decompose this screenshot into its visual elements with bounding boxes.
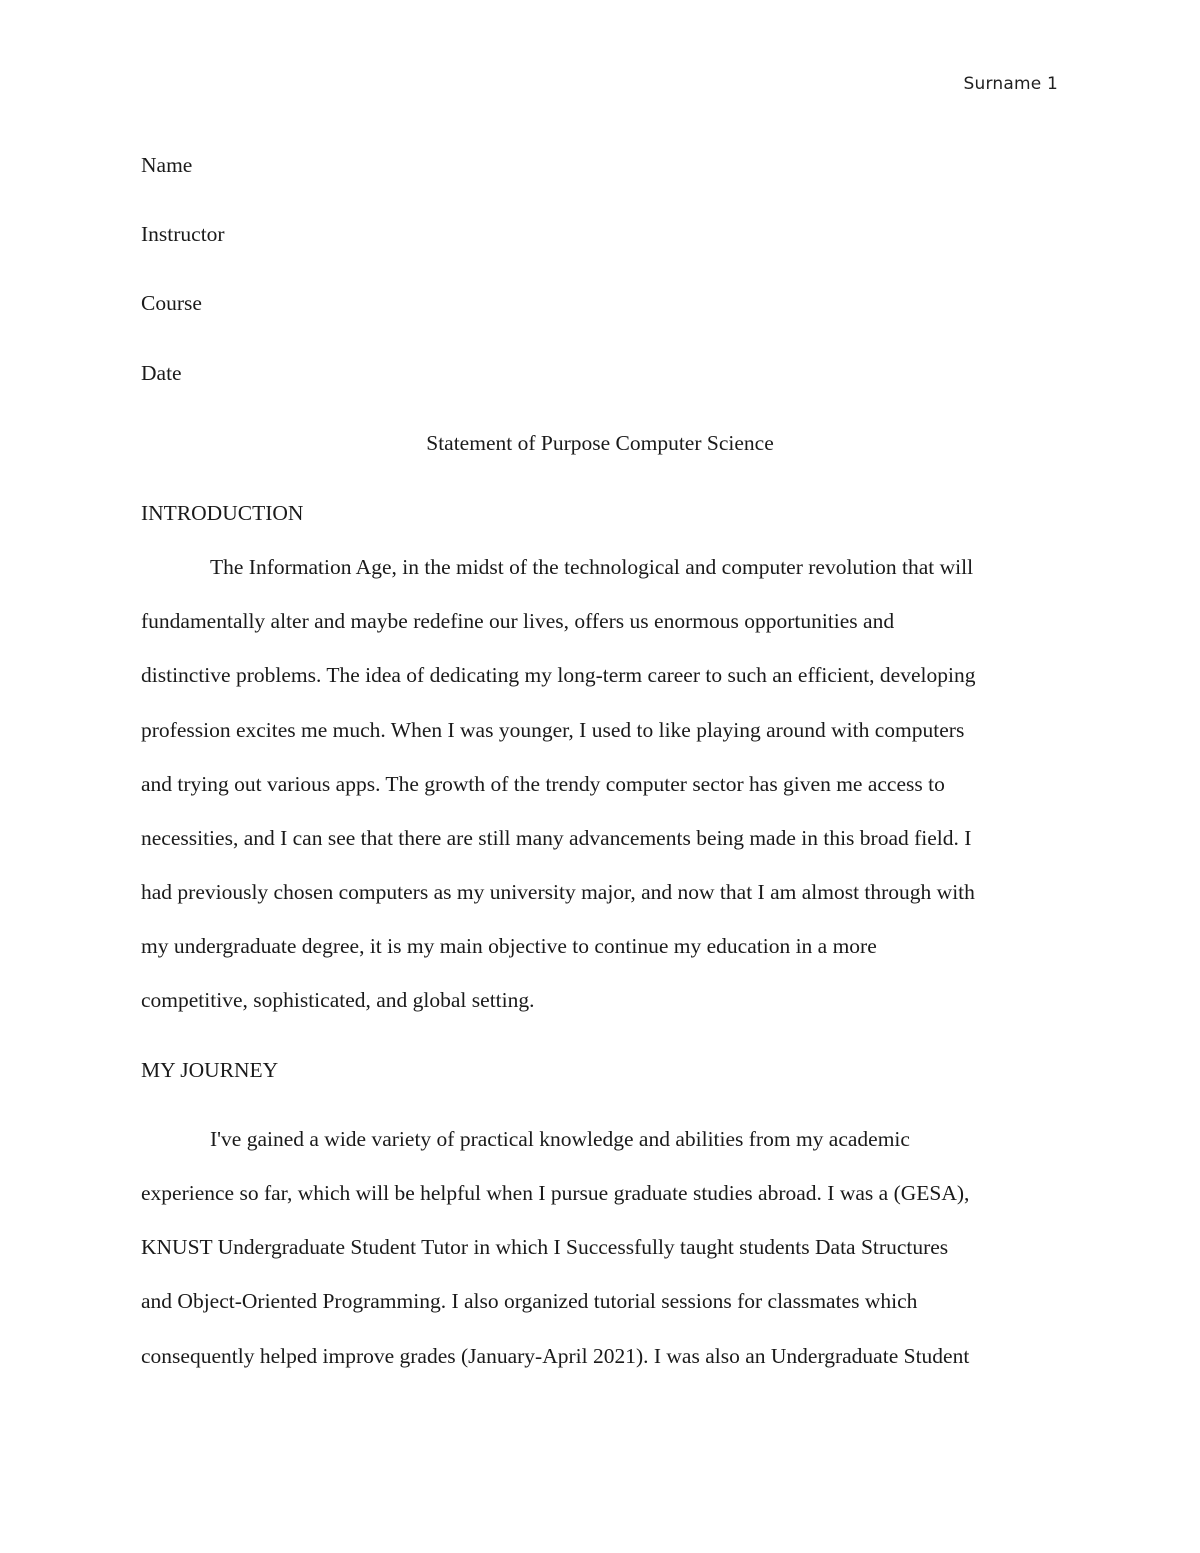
document-title-row — [141, 416, 1059, 486]
paragraph-line: competitive, sophisticated, and global setting. — [141, 988, 535, 1013]
paragraph-line: distinctive problems. The idea of dedicating my long-term career to such an efficient, developing — [141, 663, 976, 688]
header-name: Name — [141, 153, 193, 177]
paragraph-line: profession excites me much. When I was younger, I used to like playing around with computers — [141, 717, 965, 742]
paragraph-line: necessities, and I can see that there are still many advancements being made in this broad field. I — [141, 825, 972, 850]
paragraph-line: fundamentally alter and maybe redefine our lives, offers us enormous opportunities and — [141, 609, 895, 634]
paragraph-line: The Information Age, in the midst of the technological and computer revolution that will — [210, 554, 974, 579]
paragraph-my-journey — [141, 1112, 1059, 1383]
header-instructor: Instructor — [141, 222, 225, 247]
paragraph-line: I've gained a wide variety of practical knowledge and abilities from my academic — [210, 1126, 910, 1151]
paragraph-line: consequently helped improve grades (January-April 2021). I was also an Undergraduate Student — [141, 1343, 970, 1368]
paragraph-introduction — [141, 540, 1059, 1028]
paragraph-line: and trying out various apps. The growth of the trendy computer sector has given me access to — [141, 771, 945, 796]
header-date: Date — [141, 360, 182, 385]
section-heading-introduction: INTRODUCTION — [141, 500, 304, 525]
running-head: Surname 1 — [963, 74, 1058, 94]
paragraph-line: experience so far, which will be helpful when I pursue graduate studies abroad. I was a (GESA), — [141, 1181, 970, 1205]
paragraph-line: my undergraduate degree, it is my main objective to continue my education in a more — [141, 934, 877, 959]
paragraph-line: had previously chosen computers as my university major, and now that I am almost through with — [141, 880, 975, 905]
paragraph-line: and Object-Oriented Programming. I also organized tutorial sessions for classmates which — [141, 1289, 918, 1314]
paragraph-line: KNUST Undergraduate Student Tutor in which I Successfully taught students Data Structures — [141, 1235, 949, 1260]
document-title: Statement of Purpose Computer Science — [426, 430, 774, 455]
header-course: Course — [141, 291, 202, 316]
document-body — [141, 138, 1059, 1383]
section-heading-my-journey: MY JOURNEY — [141, 1057, 279, 1082]
